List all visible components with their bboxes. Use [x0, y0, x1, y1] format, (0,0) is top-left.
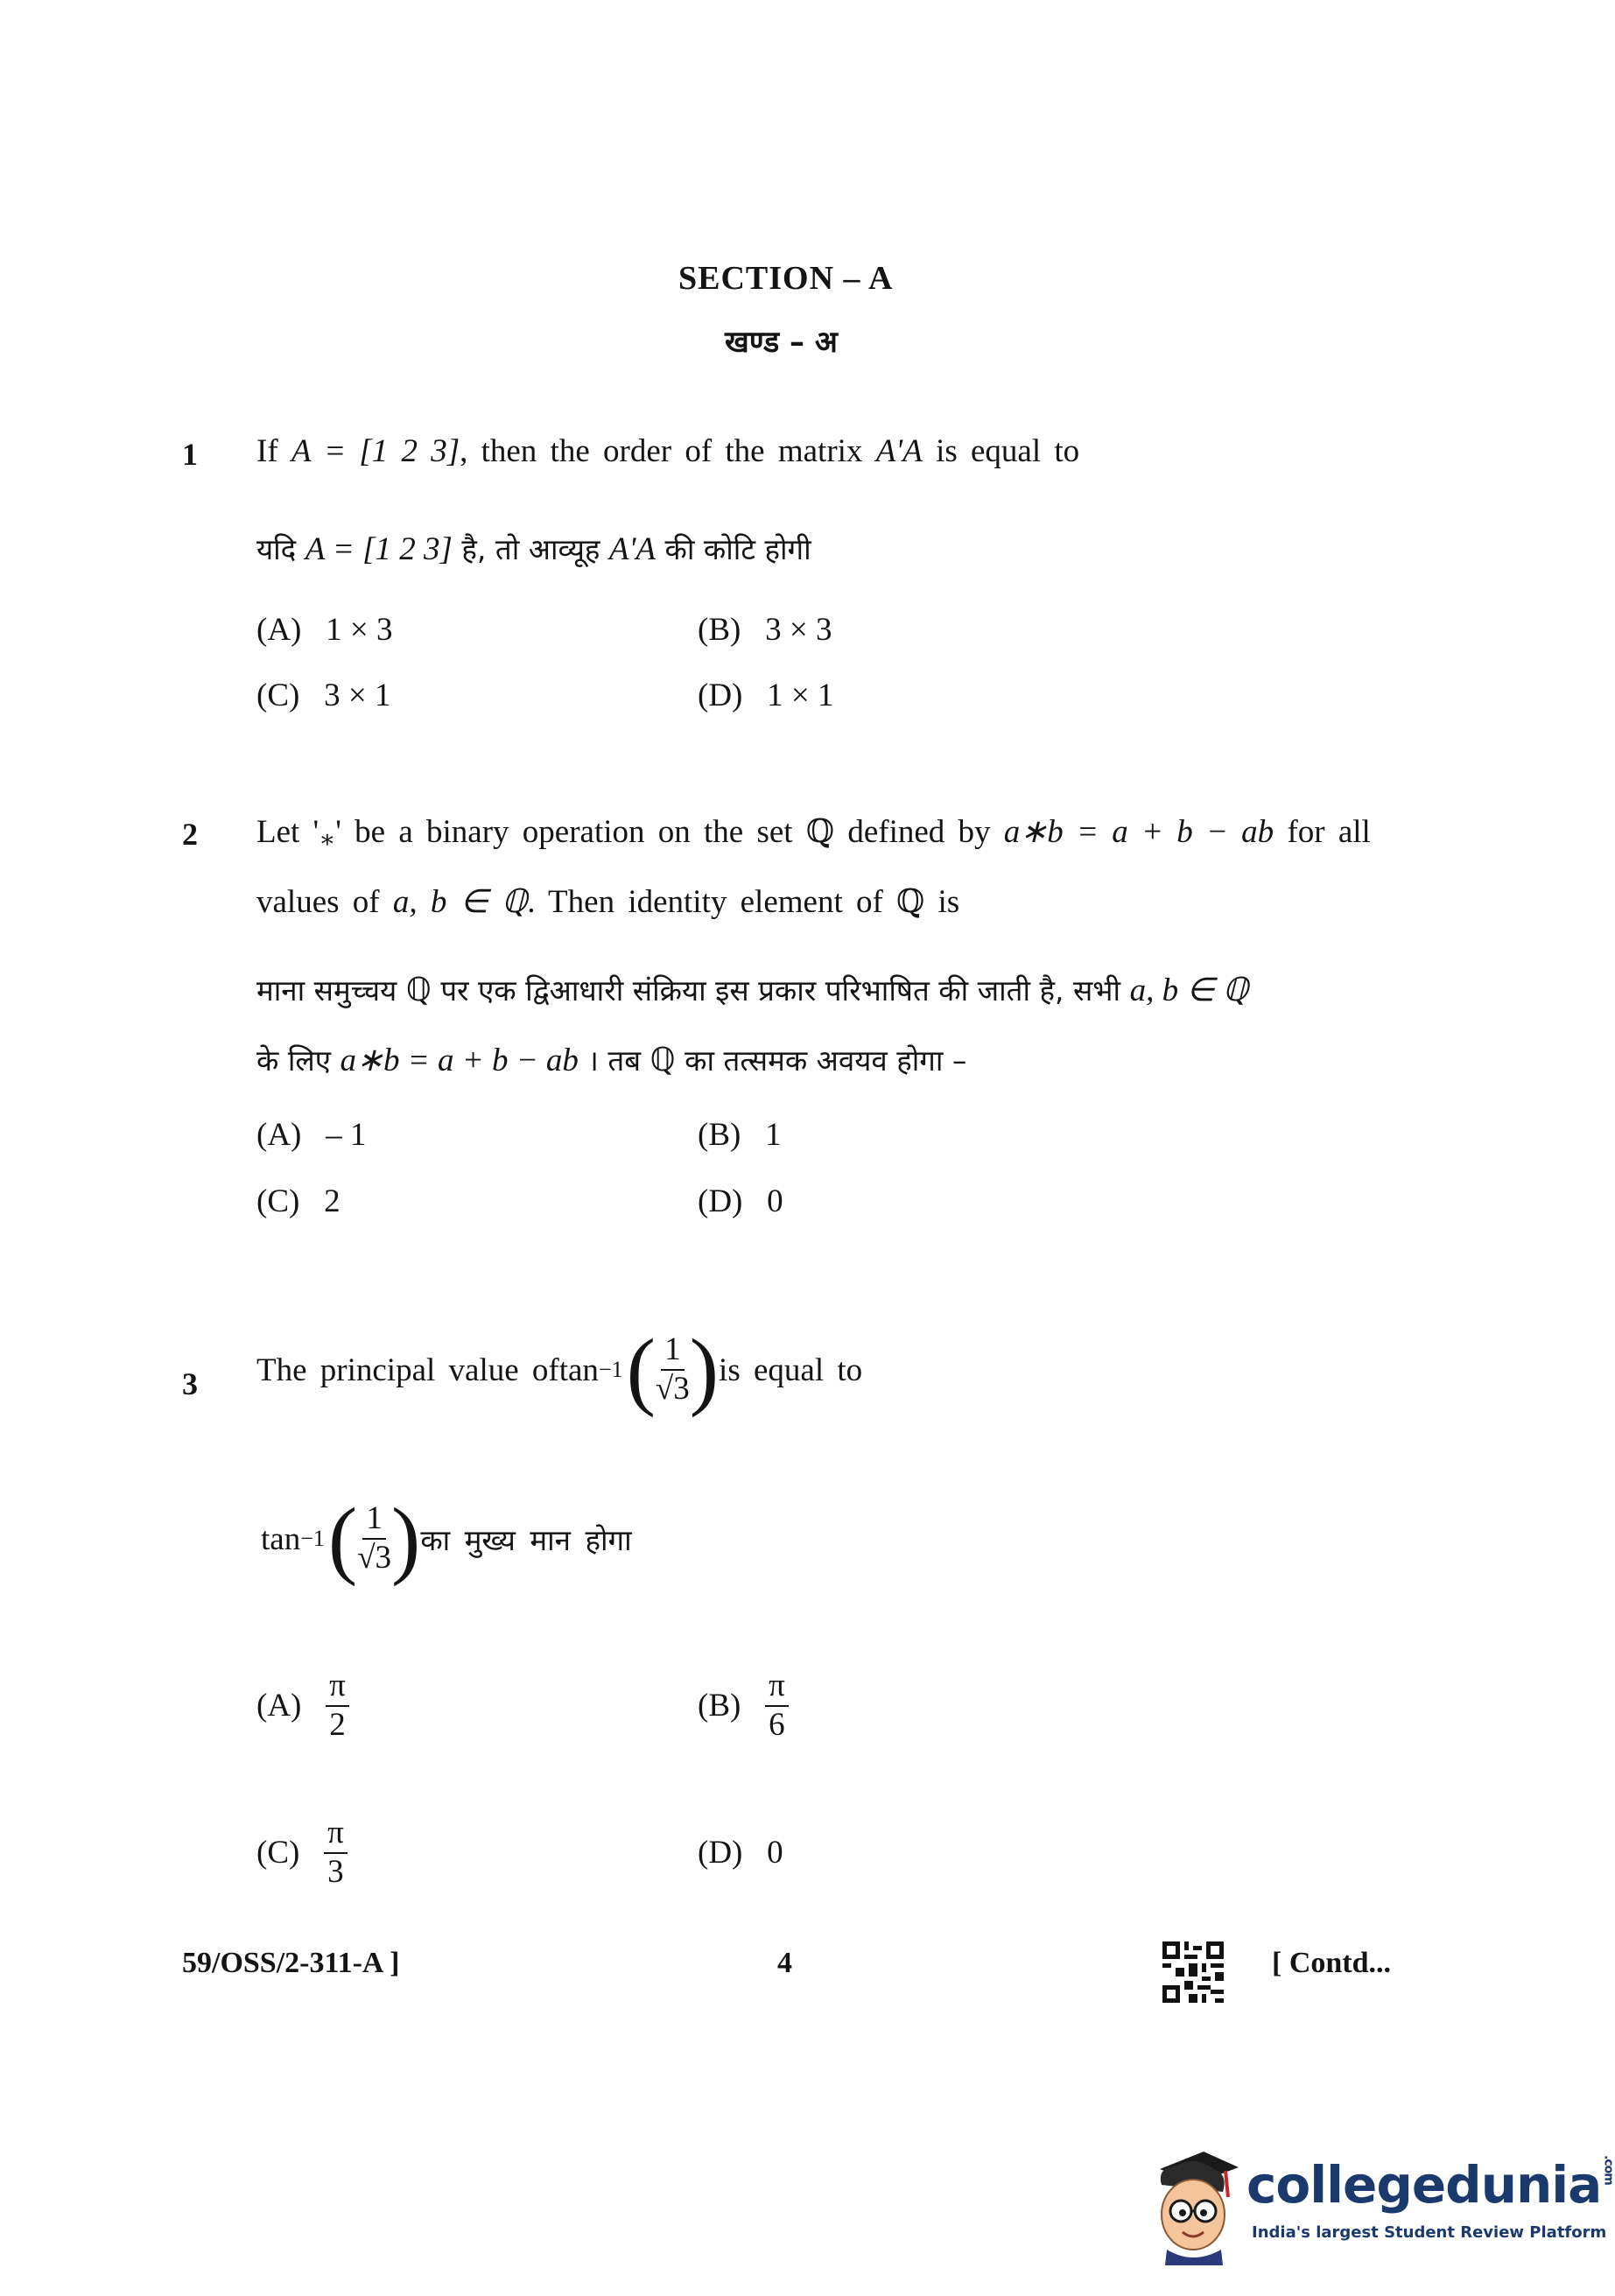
q2-english-line2: values of a, b ∈ ℚ. Then identity element of ℚ is: [256, 884, 960, 920]
q2-option-d: (D) 0: [698, 1183, 783, 1219]
q1-option-d: (D) 1 × 1: [698, 678, 834, 713]
q3-option-b: (B) $\frac{\pi}{6}$: [698, 1668, 789, 1744]
paper-code: 59/OSS/2-311-A ]: [182, 1947, 400, 1979]
question-number-1: 1: [182, 437, 198, 472]
q1-hindi: यदि A = [1 2 3] है, तो आव्यूह A'A की कोटि होगी: [256, 531, 811, 567]
brand-logo-text: collegedunia.com: [1246, 2155, 1615, 2215]
q1-english: If A = [1 2 3], then the order of the matrix A'A is equal to: [256, 433, 1080, 469]
question-number-3: 3: [182, 1366, 198, 1401]
q2-option-a: (A) – 1: [256, 1117, 367, 1153]
q3-option-d: (D) 0: [698, 1835, 783, 1871]
q3-fraction: $\frac{1}{√3}$: [655, 1331, 690, 1407]
q3-hindi-fraction: $\frac{1}{√3}$: [357, 1500, 391, 1576]
continued-label: [ Contd...: [1272, 1947, 1392, 1979]
question-number-2: 2: [182, 817, 198, 852]
section-subtitle: खण्ड – अ: [725, 325, 838, 360]
section-title: SECTION – A: [678, 260, 894, 297]
q3-option-c: (C) $\frac{\pi}{3}$: [256, 1815, 348, 1891]
q2-option-b: (B) 1: [698, 1117, 782, 1153]
q2-option-c: (C) 2: [256, 1183, 341, 1219]
q2-english-line1: Let '∗' be a binary operation on the set ℚ defined by a∗b = a + b − ab for all: [256, 814, 1371, 853]
q3-option-a: (A) $\frac{\pi}{2}$: [256, 1668, 349, 1744]
q1-option-a: (A) 1 × 3: [256, 612, 393, 648]
q1-option-b: (B) 3 × 3: [698, 612, 832, 648]
q2-hindi-line1: माना समुच्चय ℚ पर एक द्विआधारी संक्रिया इस प्रकार परिभाषित की जाती है, सभी a, b ∈ ℚ: [256, 972, 1248, 1008]
brand-tagline: India's largest Student Review Platform: [1252, 2223, 1607, 2242]
q1-option-c: (C) 3 × 1: [256, 678, 391, 713]
q3-english: The principal value of tan −1 ( $\frac{1}{√3}$ ) is equal to: [256, 1321, 863, 1418]
collegedunia-mascot-icon: [1142, 2143, 1247, 2270]
q2-hindi-line2: के लिए a∗b = a + b − ab । तब ℚ का तत्समक अवयव होगा –: [256, 1043, 967, 1078]
qr-code-icon: [1162, 1941, 1224, 2007]
q3-hindi: tan −1 ( $\frac{1}{√3}$ ) का मुख्य मान होगा: [261, 1490, 632, 1587]
page-number: 4: [777, 1947, 792, 1979]
